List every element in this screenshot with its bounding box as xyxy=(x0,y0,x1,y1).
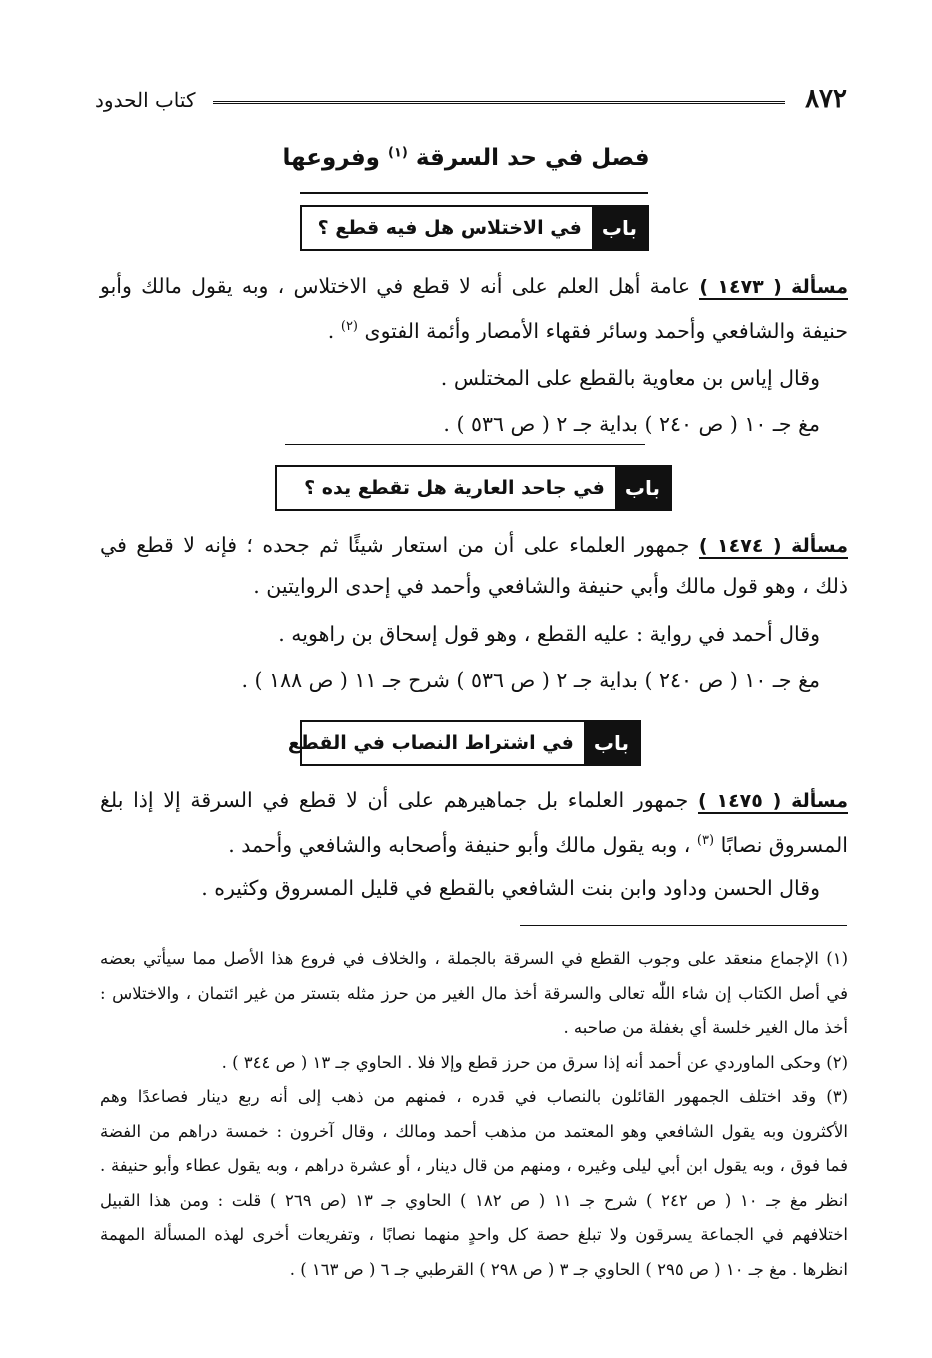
footnote-line: (٣) وقد اختلف الجمهور القائلون بالنصاب في قدره ، فمنهم من ذهب إلى أنه ربع دينار فصاعدًا وهم xyxy=(100,1087,848,1106)
footnote-ref-1: (١) xyxy=(387,145,408,161)
footnote-line: الأكثرون وبه يقول الشافعي وهو المعتمد من مذهب أحمد ومالك ، وقال آخرون : خمسة دراهم من الفضة xyxy=(100,1121,848,1141)
issue-1475-opinion: وقال الحسن وداود وابن بنت الشافعي بالقطع في قليل المسروق وكثيره . xyxy=(201,876,820,900)
footnote-line: في أصل الكتاب إن شاء اللّٰه تعالى والسرقة أخذ مال الغير من حرز مثله بتستر من غير ائتمان ، والاختلاس : xyxy=(100,983,848,1003)
chapter-label: باب xyxy=(592,207,647,249)
chapter-label: باب xyxy=(584,722,639,764)
book-title: كتاب الحدود xyxy=(95,88,196,112)
chapter-heading-3 xyxy=(287,720,641,766)
issue-label: مسألة ( ١٤٧٥ ) xyxy=(698,790,848,812)
running-header xyxy=(95,82,847,122)
issue-label: مسألة ( ١٤٧٤ ) xyxy=(698,535,848,557)
issue-1474-opinion: وقال أحمد في رواية : عليه القطع ، وهو قول إسحاق بن راهويه . xyxy=(278,622,820,646)
footnote-line: أخذ مال الغير خلسة أي بغفلة من صاحبه . xyxy=(563,1018,848,1037)
footnote-line: انظر مغ جـ ١٠ ( ص ٢٤٢ ) شرح جـ ١١ ( ص ١٨٢ ) الحاوي جـ ١٣ (ص ٢٦٩ ) قلت : ومن هذا القبيل xyxy=(100,1190,848,1210)
divider xyxy=(285,444,645,445)
footnote-line: (٢) وحكى الماوردي عن أحمد أنه إذا سرق من حرز قطع وإلا فلا . الحاوي جـ ١٣ ( ص ٣٤٤ ) . xyxy=(221,1052,848,1072)
issue-line: مسألة ( ١٤٧٤ ) جمهور العلماء على أن من استعار شيئًا ثم جحده ؛ فإنه لا قطع في xyxy=(100,533,848,557)
footnote-line: (١) الإجماع منعقد على وجوب القطع في السرقة بالجملة ، والخلاف في فروع هذا الأصل مما سيأتي بعضه xyxy=(100,949,848,968)
issue-1473 xyxy=(100,266,848,351)
issue-line: مسألة ( ١٤٧٣ ) عامة أهل العلم على أنه لا قطع في الاختلاس ، وبه يقول مالك وأبو xyxy=(100,274,848,298)
chapter-label: باب xyxy=(615,467,670,509)
issue-1474-refs: مغ جـ ١٠ ( ص ٢٤٠ ) بداية جـ ٢ ( ص ٥٣٦ ) شرح جـ ١١ ( ص ١٨٨ ) . xyxy=(241,668,820,692)
chapter-heading-1 xyxy=(300,205,649,251)
header-rule xyxy=(213,101,785,107)
issue-1475 xyxy=(100,780,848,865)
chapter-title: في اشتراط النصاب في القطع xyxy=(287,732,574,754)
section-title-rest: وفروعها xyxy=(282,145,380,171)
footnote-line: انظرها . مغ جـ ١٠ ( ص ٢٩٥ ) الحاوي جـ ٣ ( ص ٢٩٨ ) القرطبي جـ ٦ ( ص ١٦٣ ) . xyxy=(289,1259,848,1279)
issue-1474: مسألة ( ١٤٧٤ ) جمهور العلماء على أن من استعار شيئًا ثم جحده ؛ فإنه لا قطع في ذلك ، وهو قول مالك وأبي حنيفة والشافعي وأحمد في إحدى الروايتين . xyxy=(100,525,848,606)
footnotes xyxy=(100,942,848,1287)
footnote-line: فما فوق ، وبه يقول ابن أبي ليلى وغيره ، ومنهم من قال دينار ، أو عشرة دراهم ، وبه يقول عطاء وأبو حنيفة . xyxy=(100,1156,848,1175)
section-title xyxy=(0,145,932,171)
footnote-ref-3: (٣) xyxy=(696,833,715,848)
footnote-line: اختلافهم في الجماعة يسرقون ولا تبلغ حصة كل واحدٍ منهما نصابًا ، وتفريعات أخرى لهذه المسألة المهمة xyxy=(100,1225,848,1244)
issue-1473-opinion: وقال إياس بن معاوية بالقطع على المختلس . xyxy=(440,366,820,390)
chapter-title: في جاحد العارية هل تقطع يده ؟ xyxy=(304,477,605,499)
issue-line: المسروق نصابًا $^{(٣)}$ ، وبه يقول مالك وأبو حنيفة وأصحابه والشافعي وأحمد . xyxy=(228,832,848,857)
issue-label: مسألة ( ١٤٧٣ ) xyxy=(699,276,848,298)
issue-line: مسألة ( ١٤٧٥ ) جمهور العلماء بل جماهيرهم على أن لا قطع في السرقة إلا إذا بلغ xyxy=(100,788,848,812)
section-title-main: فصل في حد السرقة xyxy=(415,145,650,171)
page-number: ٨٧٢ xyxy=(805,84,847,114)
issue-1473-refs: مغ جـ ١٠ ( ص ٢٤٠ ) بداية جـ ٢ ( ص ٥٣٦ ) . xyxy=(443,412,820,436)
issue-line: حنيفة والشافعي وأحمد وسائر فقهاء الأمصار وأئمة الفتوى $^{(٢)}$ . xyxy=(327,318,848,343)
footnote-separator xyxy=(520,925,847,926)
title-underline xyxy=(300,192,648,194)
chapter-heading-2 xyxy=(275,465,672,511)
chapter-title: في الاختلاس هل فيه قطع ؟ xyxy=(317,217,582,239)
footnote-ref-2: (٢) xyxy=(340,319,358,334)
